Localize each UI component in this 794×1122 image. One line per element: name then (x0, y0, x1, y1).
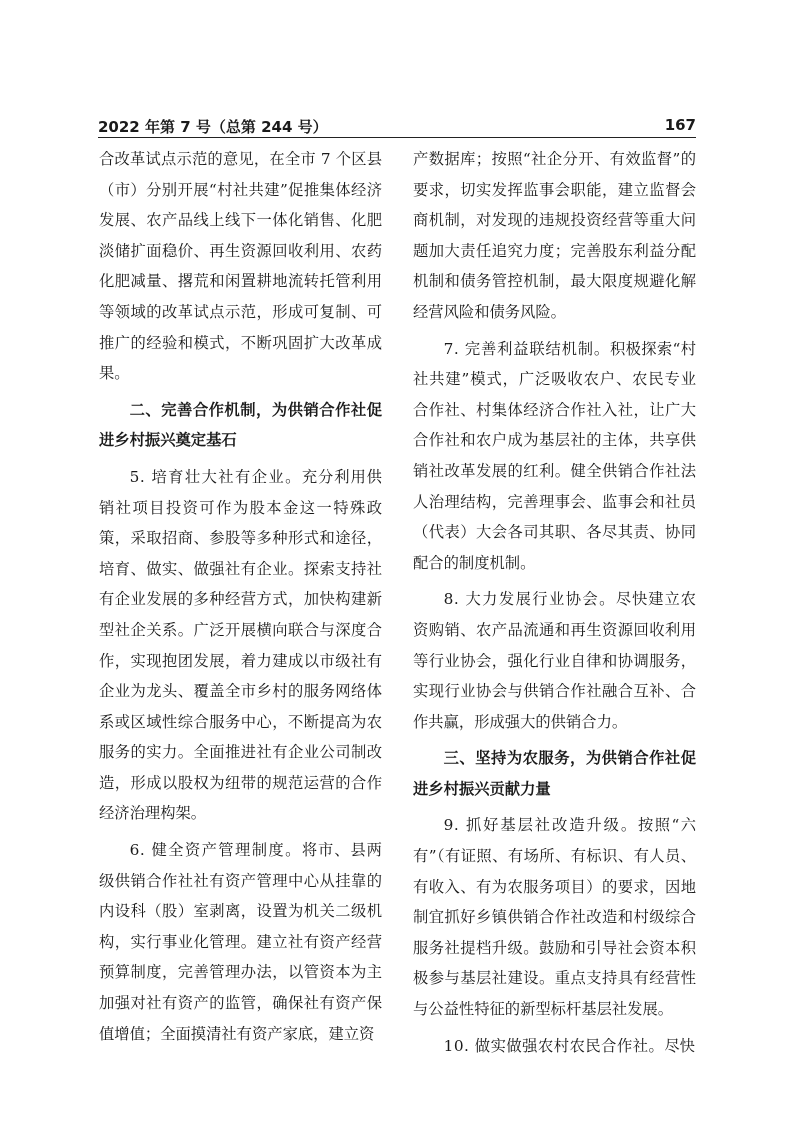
section-heading-3: 三、坚持为农服务，为供销合作社促进乡村振兴贡献力量 (413, 749, 696, 798)
paragraph-continued: 合改革试点示范的意见，在全市 7 个区县（市）分别开展“村社共建”促推集体经济发展、农产品线上线下一体化销售、化肥淡储扩面稳价、再生资源回收利用、农药化肥减量、撂荒和闲置耕地流转托管利用等领域的改革试点示范，形成可复制、可推广的经验和模式，不断巩固扩大改革成果。 (99, 150, 382, 383)
paragraph-6 (99, 835, 382, 1049)
item-heading-9: 9. 抓好基层社改造升级。 (443, 816, 639, 835)
paragraph-5 (99, 462, 382, 829)
paragraph-7-text: 积极探索“村社共建”模式，广泛吸收农户、农民专业合作社、村集体经济合作社入社，让广大合作社和农户成为基层社的主体，共享供销社改革发展的红利。健全供销合作社法人治理结构，完善理事会、监事会和社员（代表）大会各司其职、各尽其责、协同配合的制度机制。 (413, 339, 696, 572)
paragraph-9-text: 按照“六有”（有证照、有场所、有标识、有人员、有收入、有为农服务项目）的要求，因地制宜抓好乡镇供销合作社改造和村级综合服务社提档升级。鼓励和引导社会资本积极参与基层社建设。重点支持具有经营性与公益性特征的新型标杆基层社发展。 (413, 816, 696, 1019)
right-column (413, 144, 696, 1104)
paragraph-7 (413, 334, 696, 579)
issue-label: 2022 年第 7 号（总第 244 号） (98, 118, 328, 136)
paragraph-10-text: 尽快 (664, 1036, 695, 1055)
paragraph-8 (413, 584, 696, 737)
section-heading-2: 二、完善合作机制，为供销合作社促进乡村振兴奠定基石 (99, 400, 382, 450)
paragraph-9 (413, 810, 696, 1024)
paragraph-8-text: 尽快建立农资购销、农产品流通和再生资源回收利用等行业协会，强化行业自律和协调服务，实现行业协会与供销合作社融合互补、合作共赢，形成强大的供销合力。 (413, 590, 696, 731)
page-number: 167 (664, 116, 696, 134)
header-rule (98, 137, 696, 138)
item-heading-6: 6. 健全资产管理制度。 (129, 841, 302, 860)
paragraph-5-text: 充分利用供销社项目投资可作为股本金这一特殊政策，采取招商、参股等多种形式和途径，培育、做实、做强社有企业。探索支持社有企业发展的多种经营方式，加快构建新型社企关系。广泛开展横向联合与深度合作，实现抱团发展，着力建成以市级社有企业为龙头、覆盖全市乡村的服务网络体系或区域性综合服务中心，不断提高为农服务的实力。全面推进社有企业公司制改造，形成以股权为纽带的规范运营的合作经济治理构架。 (99, 467, 382, 823)
left-column (99, 144, 382, 1104)
item-heading-7: 7. 完善利益联结机制。 (443, 339, 611, 358)
paragraph-6-continued: 产数据库；按照“社企分开、有效监督”的要求，切实发挥监事会职能，建立监督会商机制，对发现的违规投资经营等重大问题加大责任追究力度；完善股东利益分配机制和债务管控机制，最大限度规避化解经营风险和债务风险。 (413, 150, 696, 321)
item-heading-8: 8. 大力发展行业协会。 (443, 590, 616, 609)
paragraph-6-text: 将市、县两级供销合作社社有资产管理中心从挂靠的内设科（股）室剥离，设置为机关二级机构，实行事业化管理。建立社有资产经营预算制度，完善管理办法，以管资本为主加强对社有资产的监管，确保社有资产保值增值；全面摸清社有资产家底，建立资 (99, 841, 382, 1043)
item-heading-5: 5. 培育壮大社有企业。 (129, 467, 302, 486)
running-header (98, 116, 696, 138)
item-heading-10: 10. 做实做强农村农民合作社。 (443, 1036, 665, 1055)
paragraph-10 (413, 1031, 696, 1062)
